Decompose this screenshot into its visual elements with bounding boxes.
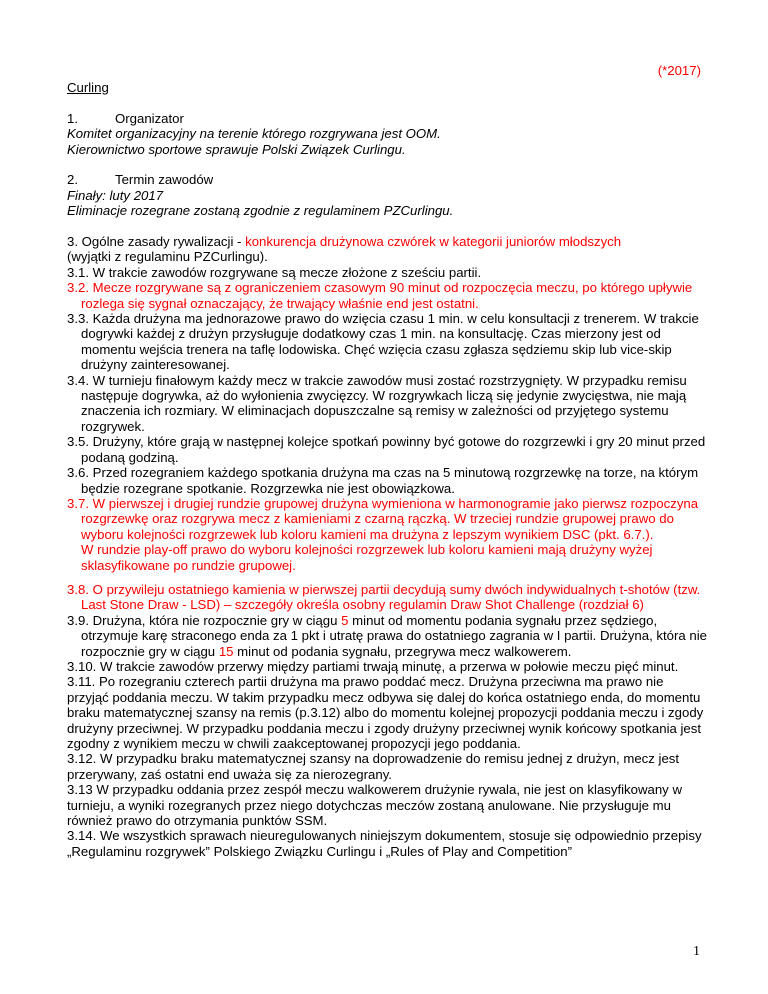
paragraph-3-10: 3.10. W trakcie zawodów przerwy między partiami trwają minutę, a przerwa w połowie meczu pięć minut. [67, 658, 679, 674]
section-1-number: 1. [67, 110, 78, 126]
paragraph-3-9-minutes-15: 15 [218, 643, 234, 659]
section-3-intro [67, 234, 707, 265]
paragraph-3-1: 3.1. W trakcie zawodów rozgrywane są mecze złożone z sześciu partii. [67, 264, 482, 280]
section-1-line-1: Komitet organizacyjny na terenie którego rozgrywana jest OOM. [67, 126, 441, 142]
section-2-heading [67, 172, 707, 187]
section-1-line-2: Kierownictwo sportowe sprawuje Polski Związek Curlingu. [67, 141, 406, 157]
year-tag: (*2017) [657, 63, 701, 78]
paragraph-3-9-text-3: minut od podania sygnału, przegrywa mecz walkowerem. [233, 643, 572, 659]
section-3-intro-text: 3. Ogólne zasady rywalizacji - [67, 234, 246, 250]
document-body [67, 80, 707, 859]
paragraph-3-9-text-2: minut od momentu podania sygnału przez sędziego, otrzymuje karę straconego enda za 1 pkt i utratę prawa do ostatniego zagrania w I partii. Drużyna, która nie rozpocznie gry w ciągu [81, 612, 708, 659]
section-1-heading [67, 111, 707, 126]
paragraph-3-12: 3.12. W przypadku braku matematycznej szansy na doprowadzenie do remisu jednej z drużyn, mecz jest przerywany, zaś ostatni end uważa się za nierozegrany. [67, 751, 680, 782]
paragraph-3-14: 3.14. We wszystkich sprawach nieuregulowanych niniejszym dokumentem, stosuje się odpowiednio przepisy „Regulaminu rozgrywek” Polskiego Związku Curlingu i „Rules of Play and Competition” [67, 828, 702, 859]
section-3-exceptions: (wyjątki z regulaminu PZCurlingu). [67, 249, 268, 265]
paragraph-3-2: 3.2. Mecze rozgrywane są z ograniczeniem czasowym 90 minut od rozpoczęcia meczu, po którego upływie rozlega się sygnał oznaczający, że trwający właśnie end jest ostatni. [67, 280, 693, 311]
paragraph-3-7-part-1: 3.7. W pierwszej i drugiej rundzie grupowej drużyna wymieniona w harmonogramie jako pierwsz rozpoczyna rozgrzewkę oraz rozgrywa mecz z kamieniami z czarną rączką. W trzeciej rundzie grupowej prawo do wyboru kolejności rozgrzewek lub koloru kamieni ma drużyna z lepszym wynikiem DSC (pkt. 6.7.). [67, 495, 699, 542]
section-1-title: Organizator [115, 110, 184, 126]
section-2-line-1: Finały: luty 2017 [67, 187, 164, 203]
paragraph-3-11: 3.11. Po rozegraniu czterech partii drużyna ma prawo poddać mecz. Drużyna przeciwna ma prawo nie przyjąć poddania meczu. W takim przypadku mecz odbywa się dalej do końca ostatniego enda, do momentu braku matematycznej szansy na remis (p.3.12) albo do momentu kolejnej propozycji poddania meczu i zgody drużyny przeciwnej. W przypadku poddania meczu i zgody drużyny przeciwnej wynik końcowy spotkania jest zgodny z wynikiem meczu w chwili zaakceptowanej propozycji jego poddania. [67, 674, 704, 752]
section-2-title: Termin zawodów [115, 172, 214, 188]
paragraph-3-3: 3.3. Każda drużyna ma jednorazowe prawo do wzięcia czasu 1 min. w celu konsultacji z trenerem. W trakcie dogrywki każdej z drużyn przysługuje dodatkowy czas 1 min. na konsultację. Czas mierzony jest od momentu wejścia trenera na taflę lodowiska. Chęć wzięcia czasu zgłasza sędziemu skip lub vice-skip drużyny zainteresowanej. [67, 311, 699, 373]
paragraph-3-6: 3.6. Przed rozegraniem każdego spotkania drużyna ma czas na 5 minutową rozgrzewkę na torze, na którym będzie rozegrane spotkanie. Rozgrzewka nie jest obowiązkowa. [67, 465, 699, 496]
paragraph-3-4: 3.4. W turnieju finałowym każdy mecz w trakcie zawodów musi zostać rozstrzygnięty. W przypadku remisu następuje dogrywka, aż do wyłonienia zwycięzcy. W rozgrywkach liczą się jedynie zwycięstwa, nie mają znaczenia ich rozmiary. W eliminacjach dopuszczalne są remisy w zależności od przyjętego systemu rozgrywek. [67, 372, 687, 434]
paragraph-3-7 [67, 496, 707, 573]
paragraph-3-13: 3.13 W przypadku oddania przez zespół meczu walkowerem drużynie rywala, nie jest on klasyfikowany w turnieju, a wyniki rozegranych przez niego dotychczas meczów zostaną anulowane. Nie przysługuje mu również prawo do otrzymania punktów SSM. [67, 782, 682, 829]
section-3-competition: konkurencja drużynowa czwórek w kategorii juniorów młodszych [245, 234, 622, 250]
document-title: Curling [67, 80, 109, 95]
paragraph-3-8: 3.8. O przywileju ostatniego kamienia w pierwszej partii decydują sumy dwóch indywidualnych t-shotów (tzw. Last Stone Draw - LSD) – szczegóły określa osobny regulamin Draw Shot Challenge (rozdział 6) [67, 581, 701, 613]
paragraph-3-9 [67, 613, 707, 659]
section-2-number: 2. [67, 172, 78, 188]
paragraph-3-7-part-2: W rundzie play-off prawo do wyboru kolejności rozgrzewek lub koloru kamieni mają drużyny wyżej sklasyfikowane po rundzie grupowej. [81, 542, 653, 573]
paragraph-3-5: 3.5. Drużyny, które grają w następnej kolejce spotkań powinny być gotowe do rozgrzewki i gry 20 minut przed podaną godziną. [67, 434, 706, 465]
paragraph-3-9-minutes-5: 5 [341, 612, 349, 628]
section-2-line-2: Eliminacje rozegrane zostaną zgodnie z regulaminem PZCurlingu. [67, 203, 454, 219]
page-number: 1 [693, 944, 700, 959]
paragraph-3-9-text-1: 3.9. Drużyna, która nie rozpocznie gry w ciągu [67, 612, 342, 628]
